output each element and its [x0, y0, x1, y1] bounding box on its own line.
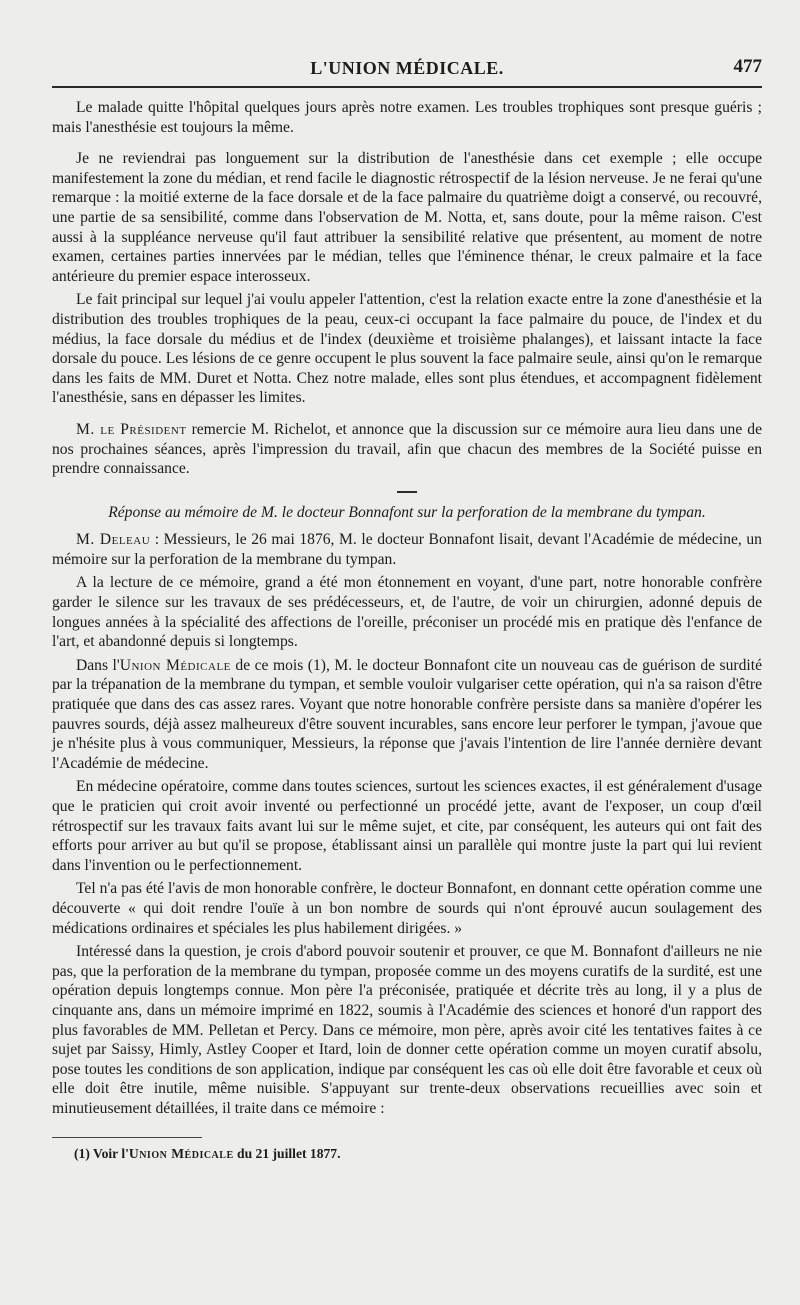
page-header [52, 0, 762, 88]
paragraph: A la lecture de ce mémoire, grand a été mon étonnement en voyant, d'une part, notre honorable confrère garder le silence sur les travaux de ses prédécesseurs, et, de l'autre, de voir un chirurgien, adonné depuis de longues années à la spécialité des affections de l'oreille, préconiser un procédé mis en pratique dès l'enfance de l'art, et abandonné depuis si longtemps. [52, 574, 762, 651]
running-title: L'UNION MÉDICALE. [310, 58, 504, 78]
deleau-paragraph [52, 530, 762, 569]
footnote-rule [52, 1137, 202, 1138]
paragraph: Intéressé dans la question, je crois d'abord pouvoir soutenir et prouver, ce que M. Bonnafont d'ailleurs ne nie pas, que la perforation de la membrane du tympan, proposée comme un des moyens curatifs de la surdité, est une opération depuis longtemps connue. Mon père l'a préconisée, pratiquée et décrite très au long, il y a plus de cinquante ans, dans un mémoire imprimé en 1822, soumis à l'Académie des sciences et honoré d'un rapport des plus favorables de MM. Pelletan et Percy. Dans ce mémoire, mon père, après avoir cité les tentatives faites à ce sujet par Saissy, Himly, Astley Cooper et Itard, loin de donner cette opération comme un moyen curatif absolu, pose toutes les conditions de son application, indique par conséquent les cas où elle doit être favorable et ceux où elle doit être inutile, même nuisible. S'appuyant sur trente-deux observations recueillies avec soin et minutieusement détaillées, il traite dans ce mémoire : [52, 943, 762, 1117]
footnote-text: (1) Voir l' [74, 1145, 129, 1161]
speaker-name: M. Deleau [76, 531, 151, 549]
journal-name: Union Médicale [128, 1145, 234, 1161]
footnote [52, 1146, 762, 1162]
body-text [52, 98, 762, 1119]
header-rule [52, 86, 762, 88]
paragraph-text: Dans l' [76, 656, 120, 674]
paragraph: En médecine opératoire, comme dans toutes sciences, surtout les sciences exactes, il est généralement d'usage que le praticien qui croit avoir inventé ou perfectionné un procédé jette, avant de l'exposer, un coup d'œil rétrospectif sur les travaux faits avant lui sur le même sujet, et cite, par conséquent, les auteurs qui ont fait des efforts pour arriver au but qu'il se propose, établissant ainsi un parallèle qui montre juste la part qui lui revient dans l'invention ou le perfectionnement. [52, 778, 762, 874]
section-divider [397, 491, 417, 493]
paragraph-text: de ce mois (1), M. le docteur Bonnafont cite un nouveau cas de guérison de surdité par la trépanation de la membrane du tympan, et semble vouloir vulgariser cette opération, qui n'a sa raison d'être pratiquée que dans des cas assez rares. Voyant que notre honorable confrère persiste dans sa manière d'opérer les pauvres sourds, déjà assez malheureux d'être souvent incurables, sans encore leur perforer le tympan, j'avoue que je n'hésite plus à vous communiquer, Messieurs, la réponse que j'avais l'intention de lire l'année dernière devant l'Académie de médecine. [52, 656, 762, 772]
paragraph: Le fait principal sur lequel j'ai voulu appeler l'attention, c'est la relation exacte entre la zone d'anesthésie et la distribution des troubles trophiques de la peau, ceux-ci occupant la face palmaire du pouce, de l'index et du médius, la face dorsale du médius et de l'index (deuxième et troisième phalanges), et laissant intacte la face dorsale du pouce. Les lésions de ce genre occupent le plus souvent la face palmaire seule, ainsi qu'on le remarque dans les faits de MM. Duret et Notta. Chez notre malade, elles sont plus étendues, et accompagnent fidèlement l'anesthésie, sans en dépasser les limites. [52, 291, 762, 407]
paragraph-text: : Messieurs, le 26 mai 1876, M. le docteur Bonnafont lisait, devant l'Académie de médecine, un mémoire sur la perforation de la membrane du tympan. [52, 531, 762, 568]
paragraph: Je ne reviendrai pas longuement sur la distribution de l'anesthésie dans cet exemple ; elle occupe manifestement la zone du médian, et rend facile le diagnostic rétrospectif de la lésion nerveuse. Je ne ferai qu'une remarque : la moitié externe de la face dorsale et de la face palmaire du quatrième doigt a conservé, ou recouvré, une partie de sa sensibilité, comme dans l'observation de M. Notta, et, sans doute, pour la même raison. C'est aussi à la suppléance nerveuse qu'il faut attribuer la sensibilité relative que présentent, au moment de notre examen, certaines parties innervées par le médian, telles que l'éminence thénar, le creux palmaire et la face antérieure du premier espace interosseux. [52, 150, 762, 285]
paragraph: Le malade quitte l'hôpital quelques jours après notre examen. Les troubles trophiques sont presque guéris ; mais l'anesthésie est toujours la même. [52, 99, 762, 136]
paragraph-text: remercie M. Richelot, et annonce que la discussion sur ce mémoire aura lieu dans une de nos prochaines séances, après l'impression du travail, afin que chacun des membres de la Société puisse en prendre connaissance. [52, 420, 762, 478]
paragraph: Tel n'a pas été l'avis de mon honorable confrère, le docteur Bonnafont, en donnant cette opération comme une découverte « qui doit rendre l'ouïe à un bon nombre de sourds qui n'ont éprouvé aucun soulagement des médications ordinaires et spéciales les plus habilement dirigées. » [52, 880, 762, 937]
union-paragraph [52, 656, 762, 774]
journal-name: Union Médicale [119, 656, 231, 674]
footnote-text: du 21 juillet 1877. [233, 1145, 341, 1161]
speaker-name: M. le Président [76, 420, 187, 438]
page-number: 477 [733, 56, 762, 77]
president-paragraph [52, 420, 762, 479]
section-title: Réponse au mémoire de M. le docteur Bonnafont sur la perforation de la membrane du tympan. [108, 503, 706, 521]
